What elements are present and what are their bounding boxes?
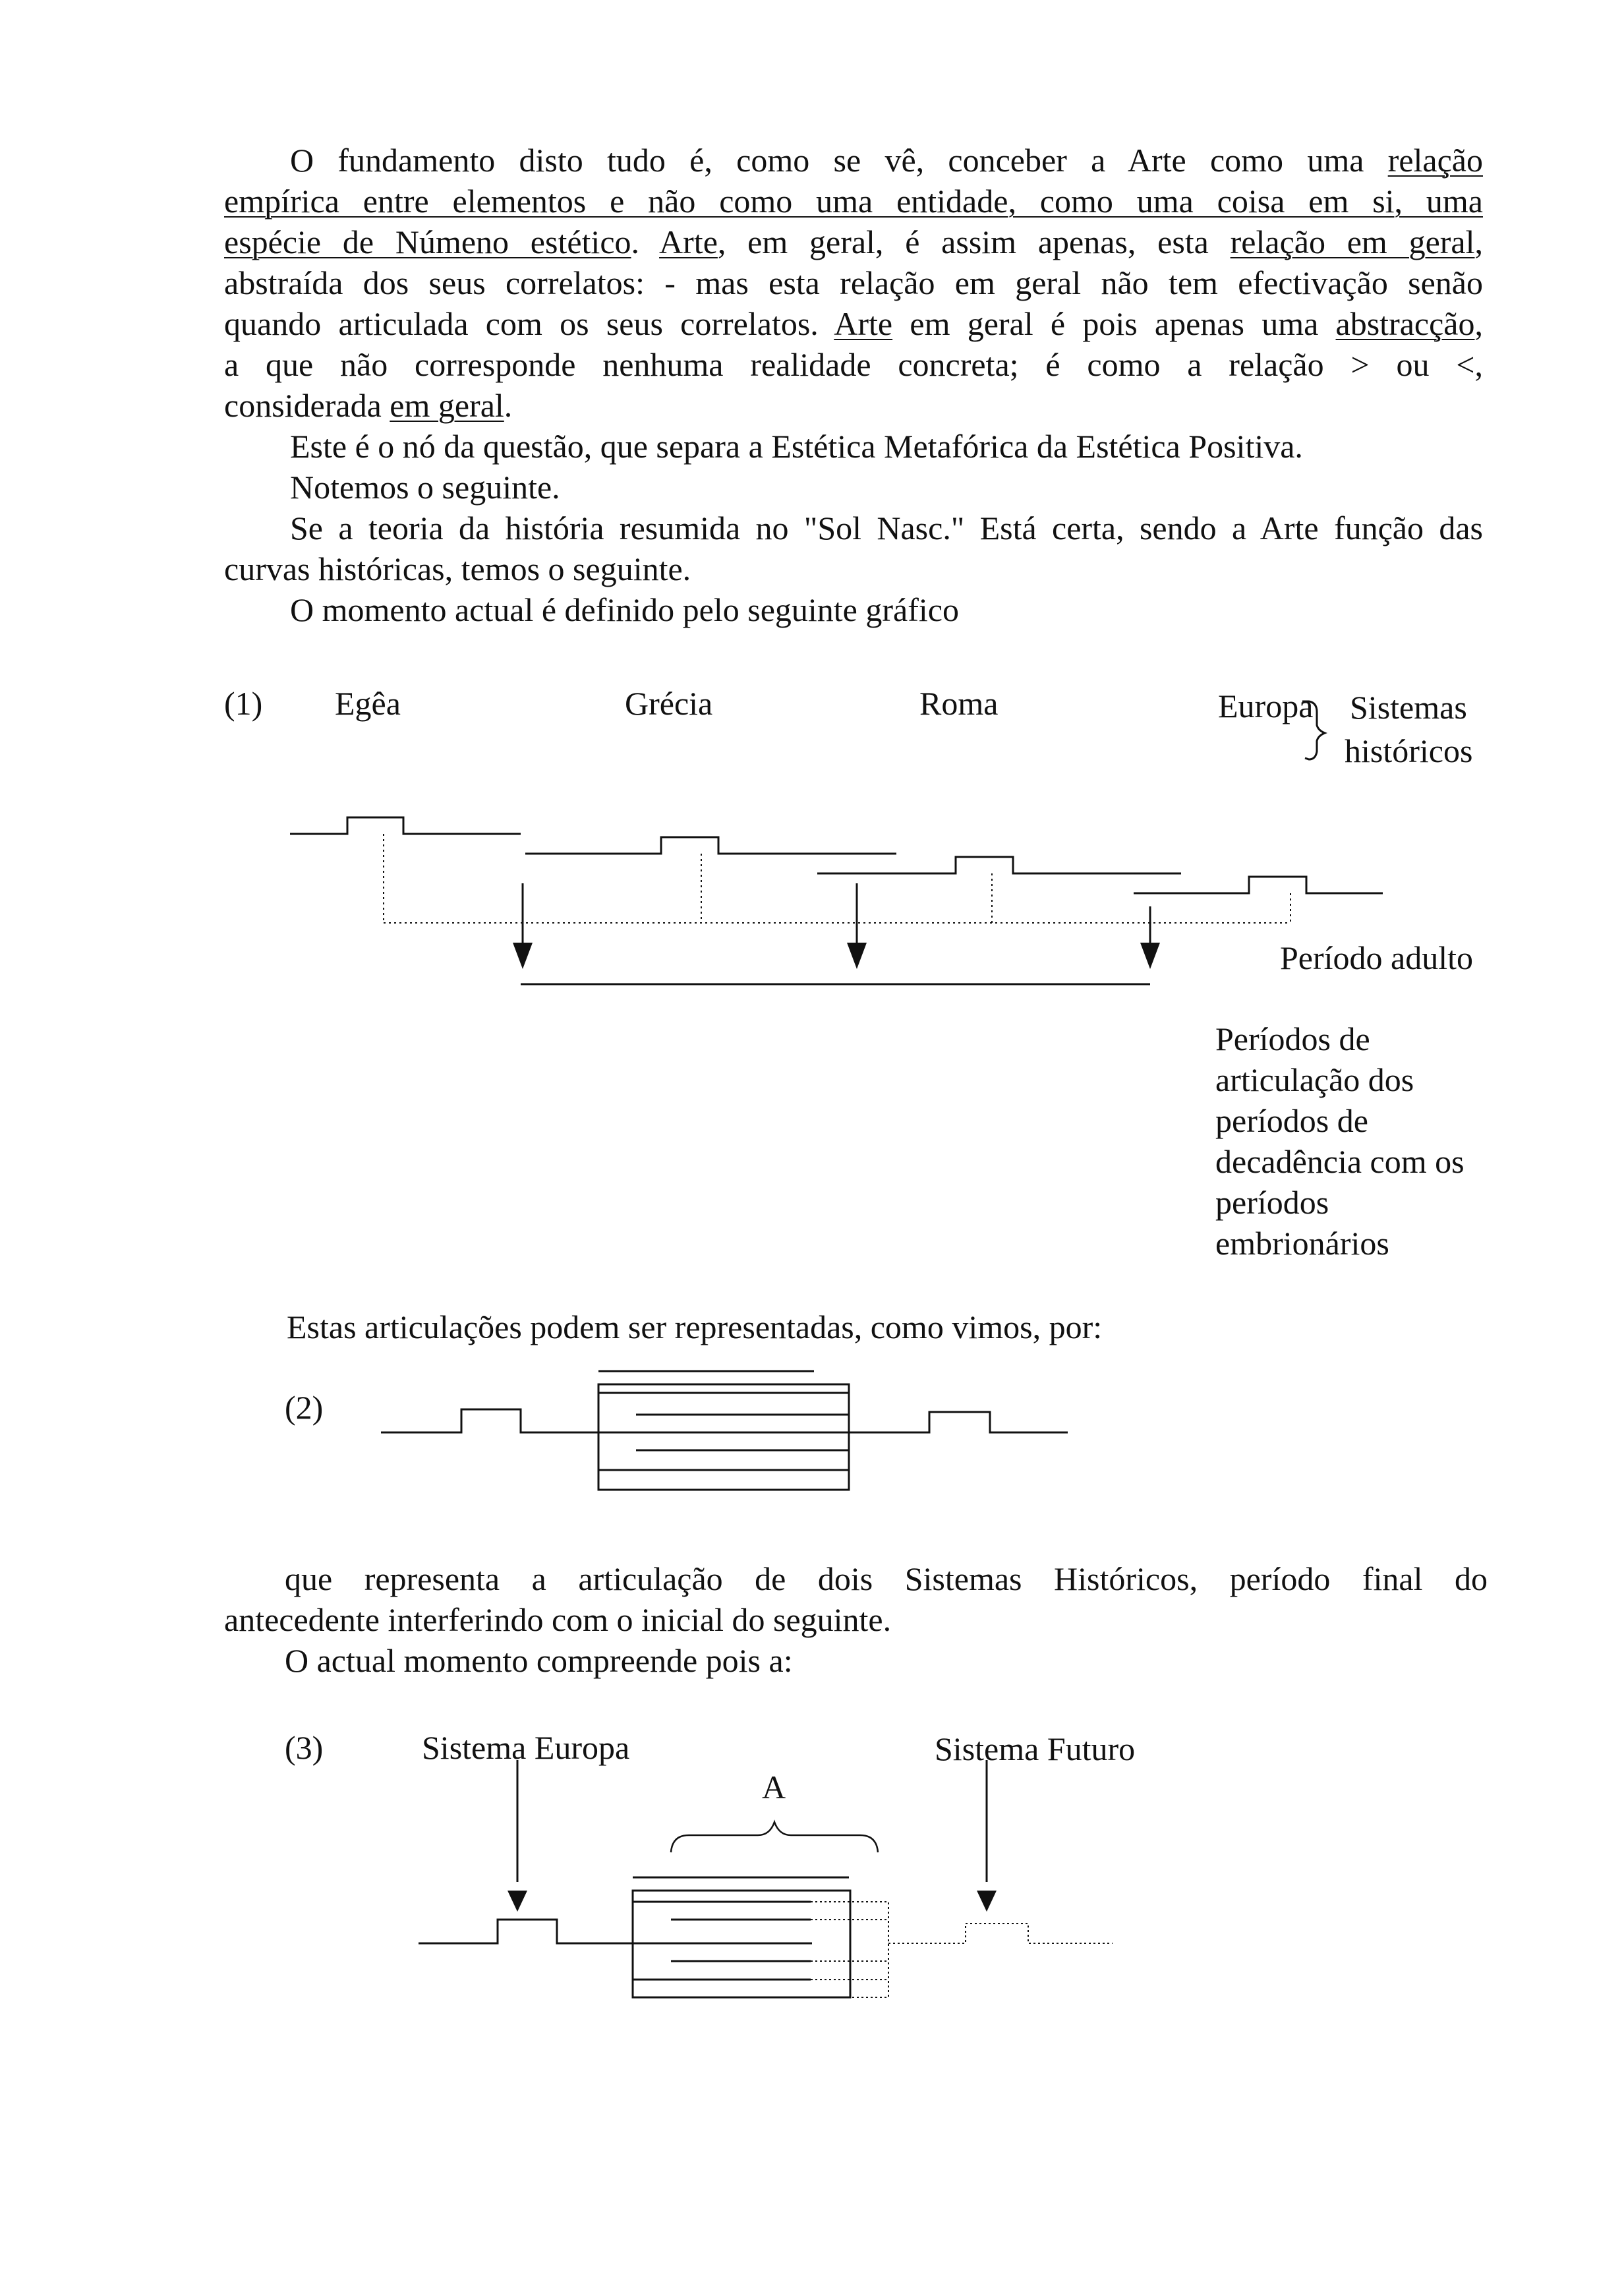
historic-curve-egea [290,817,521,834]
figure-1-label-grecia: Grécia [625,685,713,722]
text-line-estas: Estas articulações podem ser representadas, como vimos, por: [287,1309,1103,1345]
arrow-head [508,1891,527,1912]
figure-1-caption-line-1: Períodos de [1215,1020,1370,1057]
arrow-head [513,943,533,969]
underlined-text: espécie de Númeno estético [224,223,631,260]
arrow-head [977,1891,997,1912]
figure-1-label-europa: Europa [1218,688,1314,724]
underlined-text: Arte [659,223,718,260]
brace-icon [1302,701,1325,759]
paragraph-1-line-4: abstraída dos seus correlatos: - mas esta relação em geral não tem efectivação senão [224,264,1483,301]
underlined-text: em geral [390,387,504,424]
figure-2-number: (2) [285,1389,324,1426]
paragraph-1-line-7: considerada em geral. [224,387,513,424]
figure-3-label-left: Sistema Europa [422,1729,630,1766]
figure-3-brace-label: A [762,1769,786,1806]
underlined-text: relação [1387,142,1483,179]
figure-1-caption-line-3: períodos de [1215,1102,1368,1139]
underlined-text: empírica entre elementos e não como uma entidade, como uma coisa em si, uma [224,183,1483,220]
historic-curve-roma [817,857,1181,873]
text-line-se-1: Se a teoria da história resumida no "Sol Nasc." Está certa, sendo a Arte função das [290,510,1483,546]
historic-curve-europa [1134,877,1383,893]
arrow-head [847,943,867,969]
paragraph-1-line-5: quando articulada com os seus correlatos. Arte em geral é pois apenas uma abstracção, [224,305,1483,342]
paragraph-que-line-2: antecedente interferindo com o inicial do seguinte. [224,1601,892,1638]
figure-1-caption-line-5: períodos [1215,1184,1329,1221]
figure-1-caption-line-6: embrionários [1215,1225,1389,1262]
figure-1-label-egea: Egêa [335,685,401,722]
figure-1-caption-line-4: decadência com os [1215,1143,1464,1180]
underlined-text: relação em geral [1230,223,1475,260]
figure-1-number: (1) [224,685,263,722]
arrow-head [1140,943,1160,969]
figure-1-adult-label: Período adulto [1280,939,1474,976]
paragraph-1-line-1: O fundamento disto tudo é, como se vê, conceber a Arte como uma relação [290,142,1483,179]
figure-1-brace-label-2: históricos [1345,732,1473,769]
text-line-notemos: Notemos o seguinte. [290,469,560,506]
text-line-actual: O actual momento compreende pois a: [285,1642,793,1679]
figure-1-caption-line-2: articulação dos [1215,1061,1414,1098]
text-line-este: Este é o nó da questão, que separa a Estética Metafórica da Estética Positiva. [290,428,1303,465]
curly-brace-icon [671,1822,878,1852]
articulation-box [598,1384,849,1490]
paragraph-1-line-6: a que não corresponde nenhuma realidade concreta; é como a relação > ou <, [224,346,1483,383]
figure-3-label-right: Sistema Futuro [935,1730,1136,1767]
historic-curve-right [849,1412,1068,1432]
text-line-momento: O momento actual é definido pelo seguinte gráfico [290,591,959,628]
underlined-text: Arte [834,305,893,342]
figure-1-brace-label-1: Sistemas [1350,689,1467,726]
figure-1-label-roma: Roma [919,685,999,722]
dotted-future-curve [888,1924,1113,1943]
underlined-text: abstracção [1335,305,1475,342]
paragraph-1-line-3: espécie de Númeno estético. Arte, em geral, é assim apenas, esta relação em geral, [224,223,1483,260]
paragraph-que-line-1: que representa a articulação de dois Sistemas Históricos, período final do [285,1560,1488,1597]
text-line-se-2: curvas históricas, temos o seguinte. [224,550,691,587]
historic-curve-europa [419,1920,633,1943]
historic-curve-grecia [525,837,896,854]
historic-curve-left [381,1409,598,1432]
figure-3-number: (3) [285,1729,324,1766]
